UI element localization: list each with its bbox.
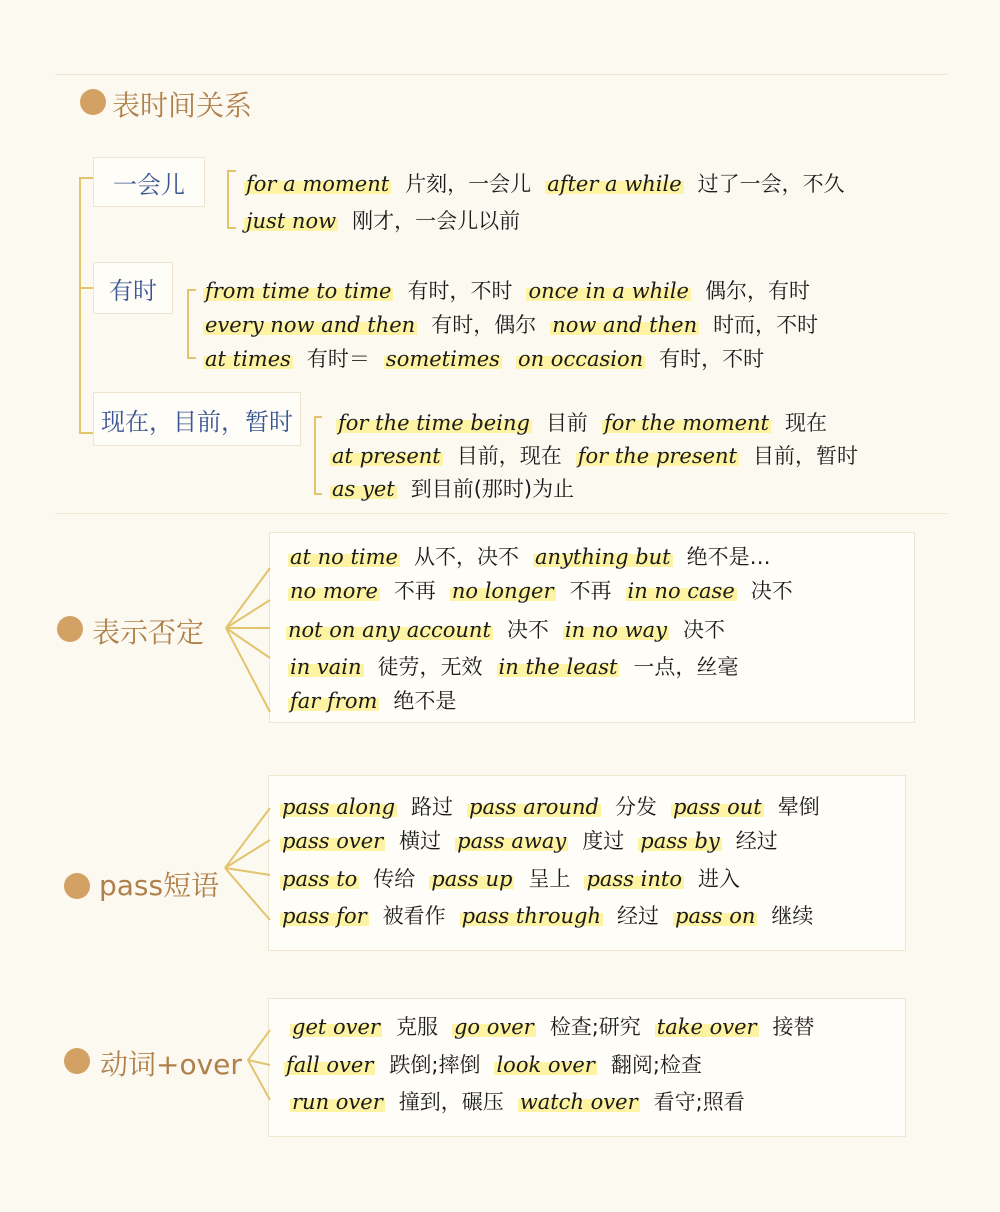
chinese-meaning: 横过 xyxy=(399,829,442,853)
chinese-meaning: 徒劳，无效 xyxy=(377,655,483,679)
english-phrase: in vain xyxy=(290,655,362,679)
english-phrase: no longer xyxy=(451,579,554,603)
chinese-meaning: 绝不是… xyxy=(686,545,771,569)
chinese-meaning: 继续 xyxy=(771,904,814,928)
english-phrase: run over xyxy=(292,1090,383,1114)
chinese-meaning: 路过 xyxy=(411,795,454,819)
chinese-meaning: 从不，决不 xyxy=(413,545,519,569)
english-phrase: on occasion xyxy=(517,347,644,371)
english-phrase: pass on xyxy=(675,904,756,928)
english-phrase: pass through xyxy=(461,904,601,928)
chinese-meaning: 进入 xyxy=(697,867,740,891)
chinese-meaning: 一点，丝毫 xyxy=(633,655,739,679)
chinese-meaning: 传给 xyxy=(373,867,416,891)
chinese-meaning: 检查;研究 xyxy=(549,1015,641,1039)
chinese-meaning: 现在 xyxy=(785,411,827,435)
chinese-meaning: 偶尔，有时 xyxy=(704,279,810,303)
english-phrase: for the moment xyxy=(603,411,769,435)
english-phrase: take over xyxy=(656,1015,757,1039)
section-title-over: 动词+over xyxy=(100,1048,242,1081)
english-phrase: not on any account xyxy=(288,618,491,642)
chinese-meaning: 不再 xyxy=(569,579,612,603)
category-label-moment: 一会儿 xyxy=(93,157,205,207)
chinese-meaning: 决不 xyxy=(506,618,549,642)
english-phrase: in no case xyxy=(627,579,735,603)
chinese-meaning: 跌倒;摔倒 xyxy=(389,1053,481,1077)
chinese-meaning: 翻阅;检查 xyxy=(610,1053,702,1077)
english-phrase: watch over xyxy=(519,1090,638,1114)
english-phrase: once in a while xyxy=(528,279,689,303)
english-phrase: for a moment xyxy=(246,172,390,196)
english-phrase: pass to xyxy=(282,867,358,891)
english-phrase: pass along xyxy=(282,795,396,819)
english-phrase: pass up xyxy=(431,867,513,891)
english-phrase: look over xyxy=(496,1053,595,1077)
chinese-meaning: 目前，现在 xyxy=(456,444,562,468)
category-label-now: 现在，目前，暂时 xyxy=(93,392,301,446)
chinese-meaning: 接替 xyxy=(772,1015,815,1039)
chinese-meaning: 度过 xyxy=(582,829,625,853)
chinese-meaning: 决不 xyxy=(683,618,726,642)
english-phrase: for the present xyxy=(577,444,737,468)
english-phrase: pass out xyxy=(672,795,762,819)
english-phrase: in no way xyxy=(564,618,668,642)
chinese-meaning: 有时＝ xyxy=(306,347,370,371)
over-line-0 xyxy=(290,1014,815,1040)
chinese-meaning: 决不 xyxy=(750,579,793,603)
english-phrase: as yet xyxy=(332,477,395,501)
english-phrase: at times xyxy=(205,347,291,371)
chinese-meaning: 到目前(那时)为止 xyxy=(410,477,575,501)
chinese-meaning: 呈上 xyxy=(528,867,571,891)
chinese-meaning: 过了一会，不久 xyxy=(697,172,845,196)
chinese-meaning: 不再 xyxy=(393,579,436,603)
section-title-time: 表时间关系 xyxy=(112,89,253,122)
chinese-meaning: 绝不是 xyxy=(393,689,457,713)
english-phrase: every now and then xyxy=(205,313,416,337)
english-phrase: now and then xyxy=(552,313,698,337)
english-phrase: go over xyxy=(453,1015,534,1039)
english-phrase: pass away xyxy=(457,829,567,853)
chinese-meaning: 分发 xyxy=(614,795,657,819)
category-label-sometimes: 有时 xyxy=(93,262,173,314)
english-phrase: at no time xyxy=(290,545,398,569)
chinese-meaning: 被看作 xyxy=(382,904,446,928)
chinese-meaning: 克服 xyxy=(395,1015,438,1039)
english-phrase: after a while xyxy=(547,172,682,196)
chinese-meaning: 经过 xyxy=(735,829,778,853)
section-title-pass: pass短语 xyxy=(99,869,220,902)
chinese-meaning: 刚才，一会儿以前 xyxy=(352,209,521,233)
english-phrase: fall over xyxy=(286,1053,374,1077)
english-phrase: from time to time xyxy=(205,279,392,303)
chinese-meaning: 目前 xyxy=(545,411,588,435)
english-phrase: pass over xyxy=(282,829,384,853)
english-phrase: pass around xyxy=(469,795,599,819)
english-phrase: pass by xyxy=(640,829,720,853)
english-phrase: far from xyxy=(290,689,378,713)
english-phrase: at present xyxy=(332,444,441,468)
chinese-meaning: 时而，不时 xyxy=(713,313,819,337)
english-phrase: no more xyxy=(290,579,378,603)
english-phrase: pass into xyxy=(586,867,682,891)
english-phrase: for the time being xyxy=(338,411,530,435)
chinese-meaning: 有时，偶尔 xyxy=(431,313,537,337)
english-phrase: pass for xyxy=(282,904,367,928)
chinese-meaning: 有时，不时 xyxy=(659,347,765,371)
english-phrase: anything but xyxy=(534,545,671,569)
english-phrase: in the least xyxy=(498,655,618,679)
chinese-meaning: 经过 xyxy=(617,904,659,928)
english-phrase: get over xyxy=(292,1015,380,1039)
chinese-meaning: 晕倒 xyxy=(777,795,820,819)
chinese-meaning: 看守;照看 xyxy=(653,1090,745,1114)
over-line-2 xyxy=(290,1089,745,1115)
chinese-meaning: 撞到，碾压 xyxy=(398,1090,504,1114)
english-phrase: just now xyxy=(246,209,337,233)
english-phrase: sometimes xyxy=(385,347,500,371)
chinese-meaning: 有时，不时 xyxy=(407,279,513,303)
over-line-1 xyxy=(284,1052,702,1078)
section-title-negation: 表示否定 xyxy=(92,616,205,649)
chinese-meaning: 目前，暂时 xyxy=(753,444,858,468)
chinese-meaning: 片刻，一会儿 xyxy=(405,172,532,196)
